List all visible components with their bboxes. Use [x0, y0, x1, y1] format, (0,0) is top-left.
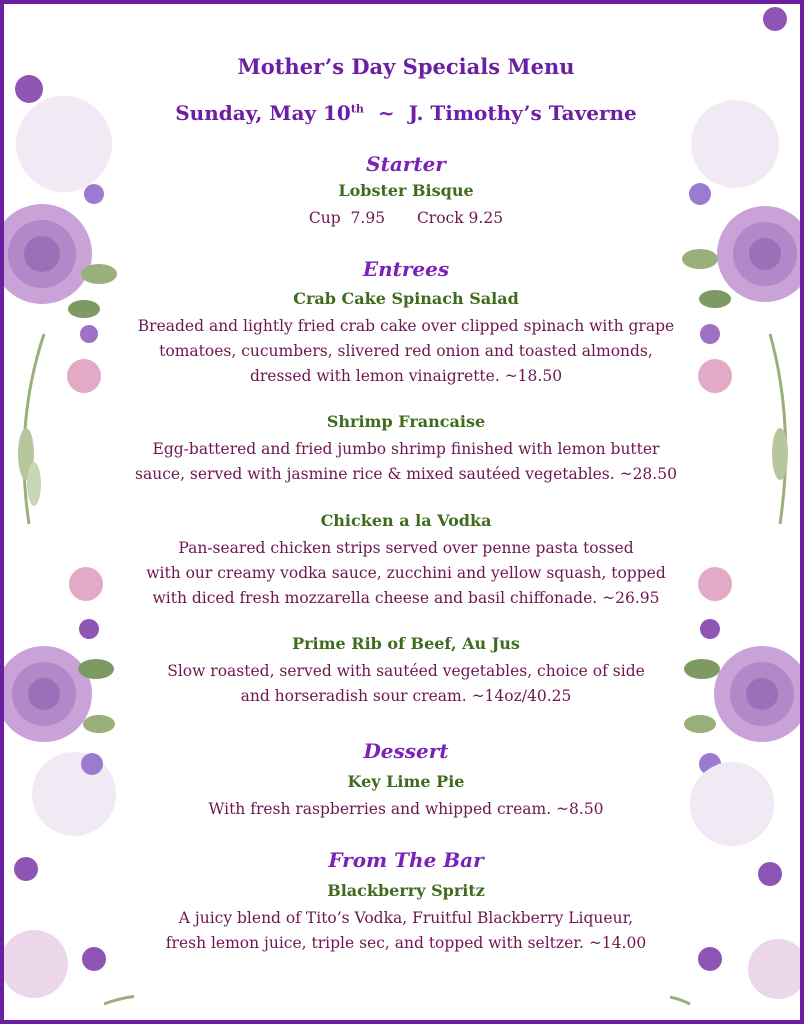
item-name-shrimp-francaise: Shrimp Francaise: [326, 412, 486, 431]
item-name-chicken-vodka: Chicken a la Vodka: [320, 511, 492, 530]
item-description-prime-rib: [104, 659, 708, 709]
page-title: Mother’s Day Specials Menu: [237, 54, 575, 79]
section-heading-bar: From The Bar: [328, 848, 484, 872]
description-line: sauce, served with jasmine rice & mixed sautéed vegetables. ~28.50: [135, 465, 677, 483]
item-name-prime-rib: Prime Rib of Beef, Au Jus: [292, 634, 520, 653]
menu-subtitle: [114, 101, 698, 125]
description-line: tomatoes, cucumbers, slivered red onion and toasted almonds,: [159, 342, 653, 360]
price-cup: Cup 7.95: [308, 209, 386, 227]
item-description-key-lime-pie: [104, 797, 708, 822]
description-line: Pan-seared chicken strips served over penne pasta tossed: [178, 539, 634, 557]
restaurant-name: J. Timothy’s Taverne: [408, 101, 637, 125]
price-crock: Crock 9.25: [416, 209, 504, 227]
item-description-crab-cake: [104, 314, 708, 389]
starter-prices: [104, 206, 708, 231]
item-name-crab-cake: Crab Cake Spinach Salad: [293, 289, 519, 308]
subtitle-separator: ~: [377, 101, 395, 125]
description-line: with diced fresh mozzarella cheese and basil chiffonade. ~26.95: [152, 589, 660, 607]
section-heading-dessert: Dessert: [363, 739, 449, 763]
description-line: Breaded and lightly fried crab cake over clipped spinach with grape: [137, 317, 675, 335]
date-suffix: th: [350, 102, 364, 116]
description-line: fresh lemon juice, triple sec, and topped with seltzer. ~14.00: [165, 934, 647, 952]
item-description-blackberry-spritz: [104, 906, 708, 956]
item-description-chicken-vodka: [104, 536, 708, 611]
item-name-key-lime-pie: Key Lime Pie: [347, 772, 465, 791]
description-line: A juicy blend of Tito’s Vodka, Fruitful Blackberry Liqueur,: [178, 909, 634, 927]
description-line: with our creamy vodka sauce, zucchini and yellow squash, topped: [146, 564, 666, 582]
item-description-shrimp-francaise: [104, 437, 708, 487]
description-line: Slow roasted, served with sautéed vegetables, choice of side: [167, 662, 645, 680]
description-line: Egg-battered and fried jumbo shrimp finished with lemon butter: [152, 440, 660, 458]
description-line: dressed with lemon vinaigrette. ~18.50: [249, 367, 563, 385]
event-date: Sunday, May 10: [175, 101, 351, 125]
item-name-blackberry-spritz: Blackberry Spritz: [327, 881, 485, 900]
section-heading-starter: Starter: [366, 152, 446, 176]
item-name-lobster-bisque: Lobster Bisque: [338, 181, 474, 200]
description-line: With fresh raspberries and whipped cream. ~8.50: [208, 800, 604, 818]
description-line: and horseradish sour cream. ~14oz/40.25: [240, 687, 572, 705]
section-heading-entrees: Entrees: [362, 257, 450, 281]
